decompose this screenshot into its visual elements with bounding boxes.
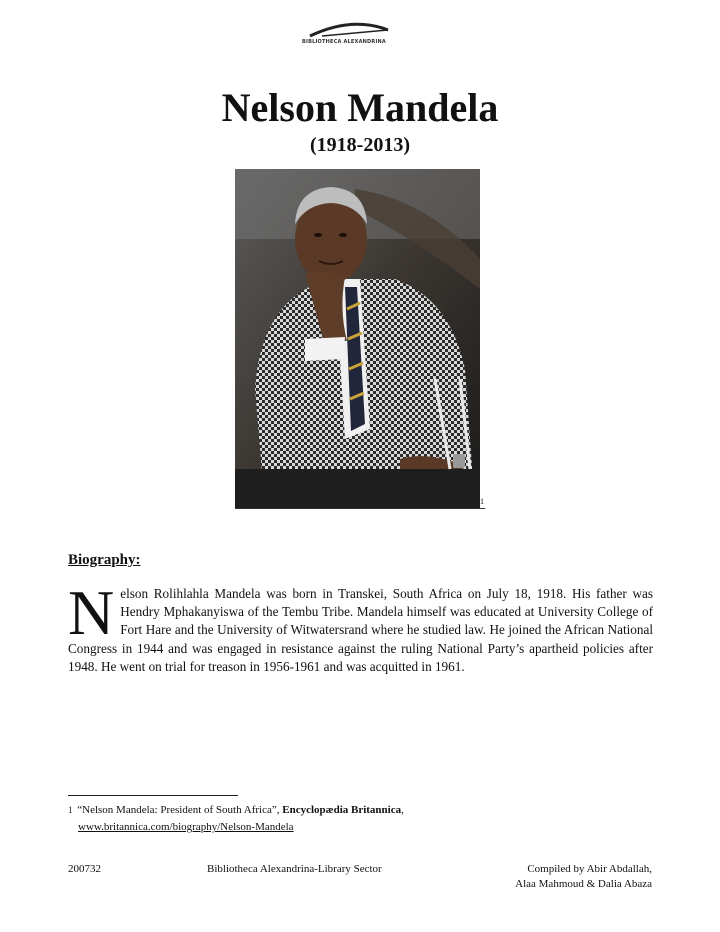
footer-institution: Bibliotheca Alexandrina-Library Sector	[207, 863, 382, 875]
logo-arc-icon	[302, 18, 402, 54]
logo-name-en: BIBLIOTHECA ALEXANDRINA	[302, 39, 386, 45]
footer-id: 200732	[68, 863, 101, 875]
biography-text	[68, 577, 653, 676]
page-subtitle: (1918-2013)	[310, 134, 410, 156]
biography-body: elson Rolihlahla Mandela was born in Transkei, South Africa on July 18, 1918. His father was Hendry Mphakanyiswa of the Tembu Tribe. Mandela himself was educated at University College of Fort Hare and the University of Witwatersrand where he studied law. He joined the African National Congress in 1944 and was engaged in resistance against the ruling National Party’s apartheid policies after 1948. He went on trial for treason in 1956-1961 and was acquitted in 1961.	[68, 586, 653, 674]
footnote-reference: 1	[480, 497, 484, 506]
page-title: Nelson Mandela	[221, 85, 499, 130]
footnote	[68, 802, 404, 836]
biography-heading: Biography:	[68, 552, 141, 568]
mandela-portrait	[235, 169, 480, 508]
footnote-link[interactable]: www.britannica.com/biography/Nelson-Mandela	[78, 821, 294, 833]
footnote-source: Encyclopædia Britannica	[282, 804, 402, 816]
footnote-trailing: ,	[401, 804, 404, 816]
footnote-number: 1	[68, 805, 73, 815]
footer-compilers-line2: Alaa Mahmoud & Dalia Abaza	[515, 878, 652, 890]
footer-compilers-line1: Compiled by Abir Abdallah,	[527, 863, 652, 875]
bibliotheca-alexandrina-logo	[302, 18, 402, 54]
footnote-citation: “Nelson Mandela: President of South Africa”,	[77, 804, 280, 816]
portrait-underline	[235, 508, 485, 509]
footer-compilers	[515, 862, 652, 892]
drop-cap: N	[68, 577, 115, 648]
footnote-separator	[68, 795, 238, 796]
